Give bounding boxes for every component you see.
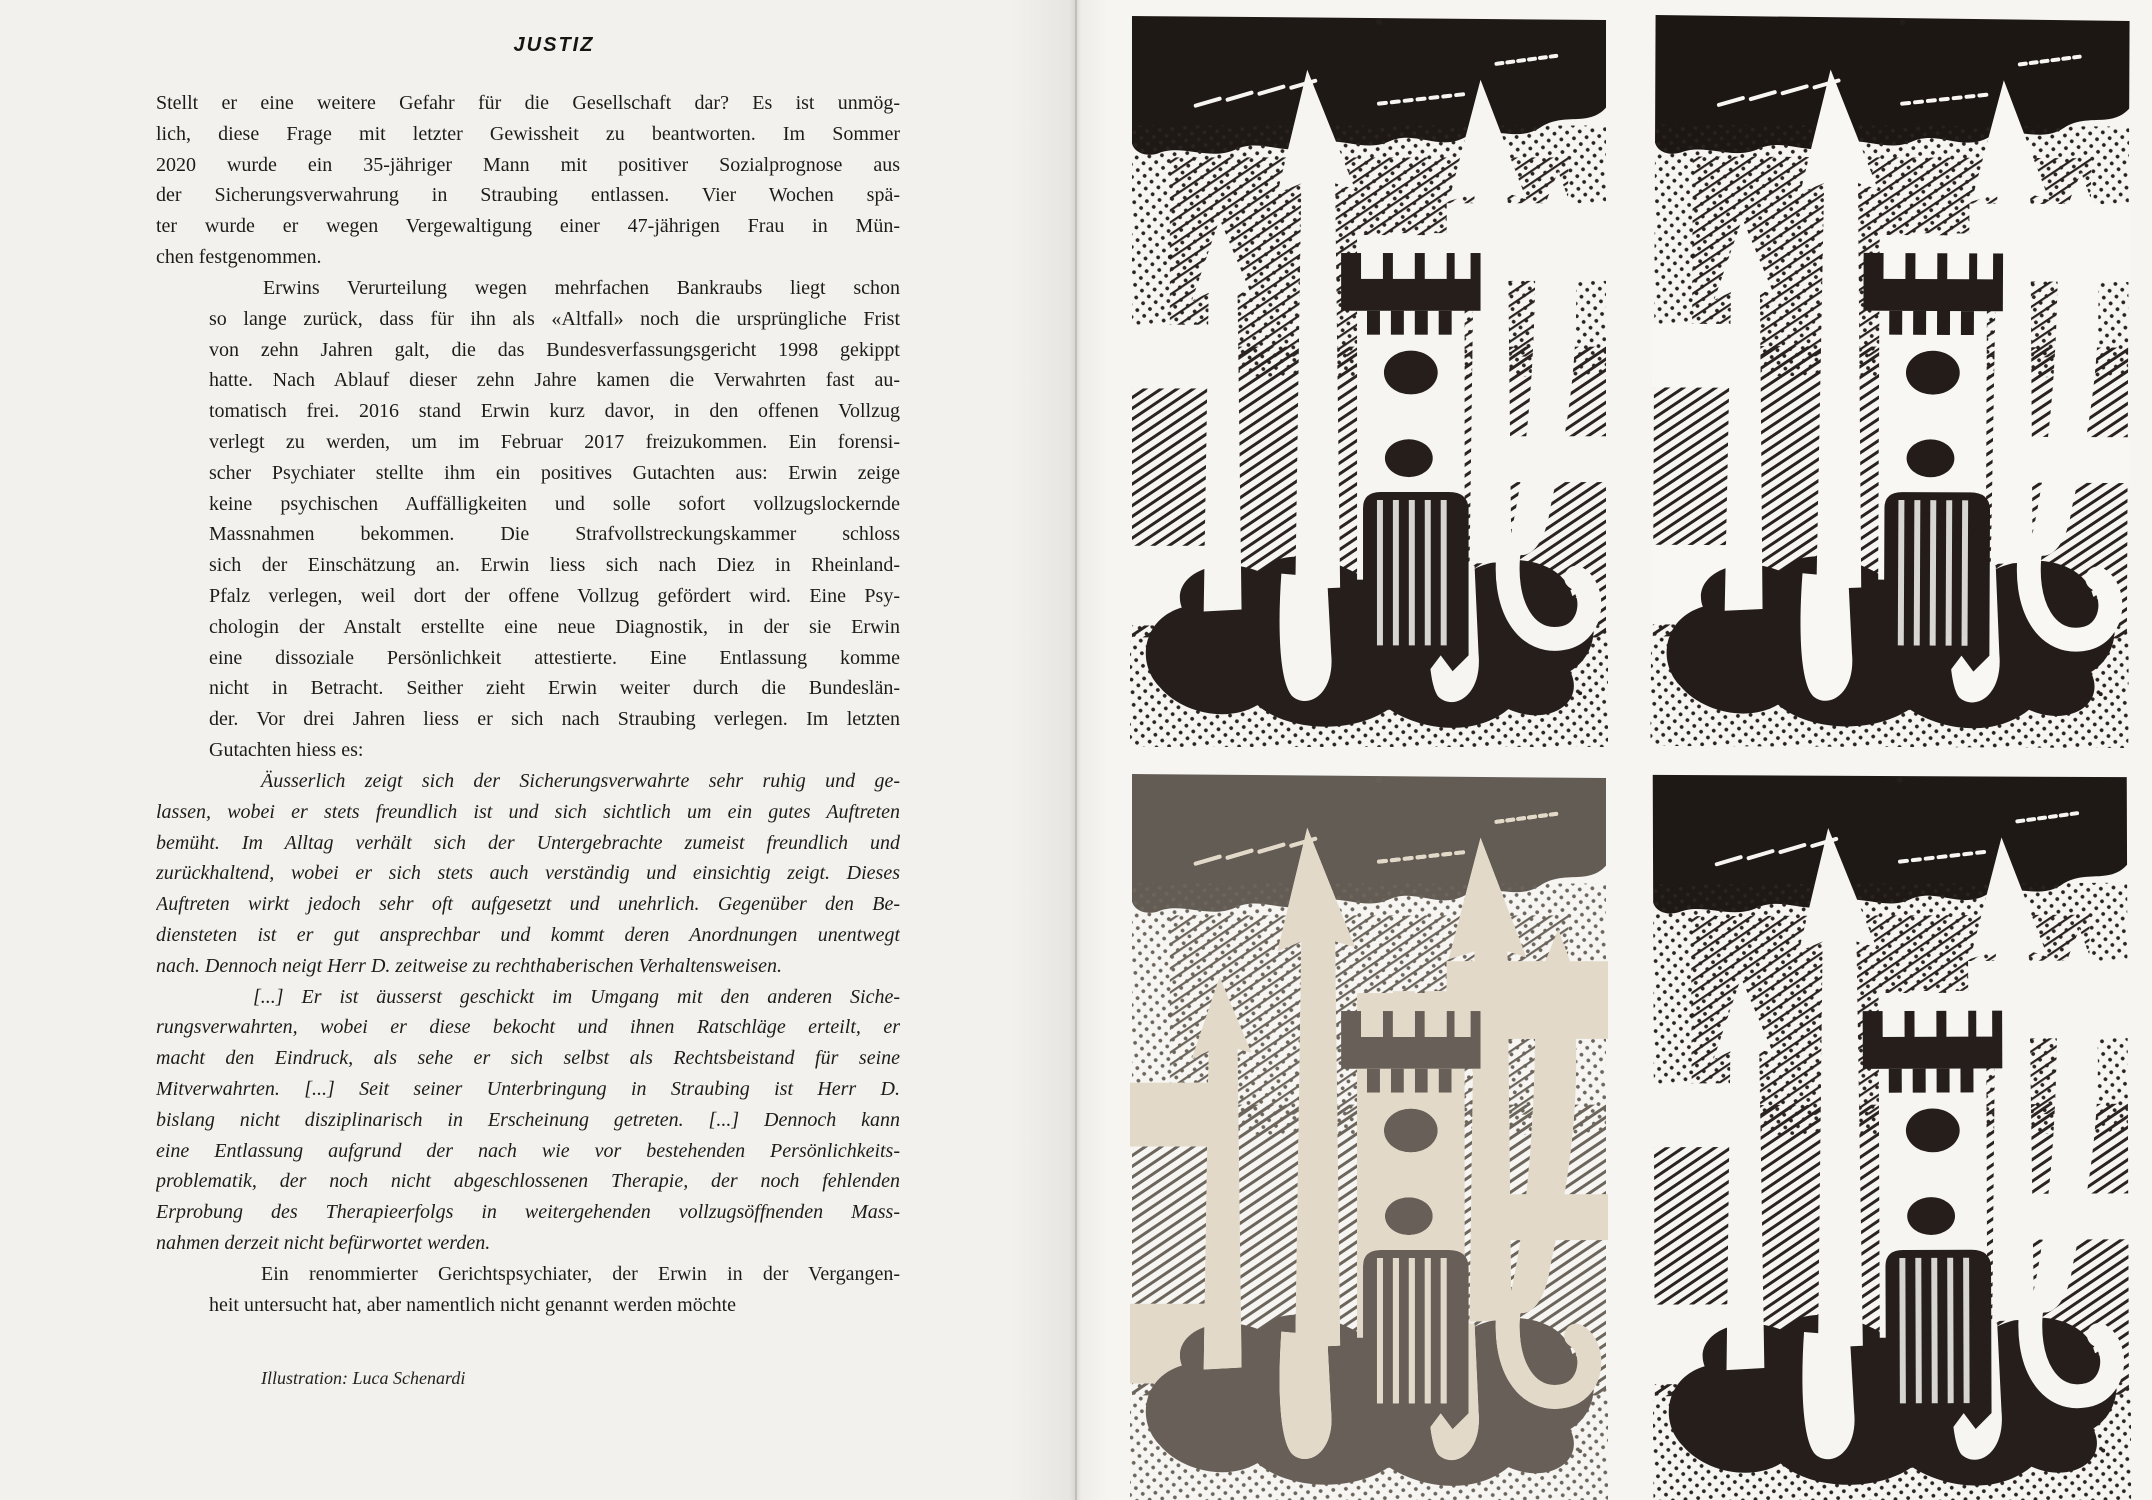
text-line: Massnahmen bekommen. Die Strafvollstreckungskammer schloss xyxy=(209,523,900,546)
page-right xyxy=(1076,0,2152,1500)
castle-print-top-right xyxy=(1650,7,2131,751)
text-line: eine dissoziale Persönlichkeit attestierte. Eine Entlassung komme xyxy=(209,646,900,669)
text-line: diensteten ist er gut ansprechbar und kommt deren Anordnungen unentwegt xyxy=(156,923,900,946)
text-line: nahmen derzeit nicht befürwortet werden. xyxy=(156,1232,491,1255)
text-line: rungsverwahrten, wobei er diese bekocht und ihnen Ratschläge erteilt, er xyxy=(156,1016,900,1039)
paragraph-2 xyxy=(156,273,900,766)
text-line: so lange zurück, dass für ihn als «Altfall» noch die ursprüngliche Frist xyxy=(209,307,900,330)
text-line: 2020 wurde ein 35-jähriger Mann mit positiver Sozialprognose aus xyxy=(156,153,900,176)
castle-print-top-left xyxy=(1130,8,1608,750)
text-line: Ein renommierter Gerichtspsychiater, der Erwin in der Vergangen- xyxy=(261,1262,900,1285)
text-line: Erwins Verurteilung wegen mehrfachen Bankraubs liegt schon xyxy=(263,276,900,299)
text-line: Pfalz verlegen, weil dort der offene Vollzug gefördert wird. Eine Psy- xyxy=(209,585,900,607)
text-line: hatte. Nach Ablauf dieser zehn Jahre kamen die Verwahrten fast au- xyxy=(209,369,900,392)
text-line: macht den Eindruck, als sehe er sich selbst als Rechtsbeistand für seine xyxy=(156,1047,900,1070)
text-line: lassen, wobei er stets freundlich ist und sich sichtlich um ein gutes Auftreten xyxy=(156,800,900,823)
page-gutter xyxy=(1075,0,1077,1500)
text-line: lich, diese Frage mit letzter Gewissheit zu beantworten. Im Sommer xyxy=(156,122,900,145)
castle-illustration xyxy=(1651,765,2132,1500)
text-line: [...] Er ist äusserst geschickt im Umgang mit den anderen Siche- xyxy=(253,985,900,1008)
castle-illustration xyxy=(1130,8,1608,750)
text-line: chologin der Anstalt erstellte eine neue Diagnostik, in der sie Erwin xyxy=(209,615,900,638)
text-line: nach. Dennoch neigt Herr D. zeitweise zu rechthaberischen Verhaltensweisen. xyxy=(156,954,782,977)
article-text-column xyxy=(156,88,900,1321)
text-line: tomatisch frei. 2016 stand Erwin kurz davor, in den offenen Vollzug xyxy=(209,400,900,423)
text-line: der Sicherungsverwahrung in Straubing entlassen. Vier Wochen spä- xyxy=(156,184,900,207)
text-line: der. Vor drei Jahren liess er sich nach Straubing verlegen. Im letzten xyxy=(209,708,900,731)
text-line: bemüht. Im Alltag verhält sich der Untergebrachte zumeist freundlich und xyxy=(156,831,900,854)
text-line: Mitverwahrten. [...] Seit seiner Unterbringung in Straubing ist Herr D. xyxy=(156,1078,900,1100)
section-kicker: JUSTIZ xyxy=(513,34,595,56)
text-line: Auftreten wirkt jedoch sehr oft aufgesetzt und unehrlich. Gegenüber den Be- xyxy=(156,893,900,916)
paragraph-1 xyxy=(156,88,900,273)
paragraph-3 xyxy=(156,1259,900,1321)
text-line: scher Psychiater stellte ihm ein positives Gutachten aus: Erwin zeige xyxy=(209,461,900,484)
text-line: Äusserlich zeigt sich der Sicherungsverwahrte sehr ruhig und ge- xyxy=(261,769,900,792)
castle-illustration xyxy=(1130,766,1608,1500)
text-line: Stellt er eine weitere Gefahr für die Gesellschaft dar? Es ist unmög- xyxy=(156,92,900,114)
text-line: Gutachten hiess es: xyxy=(209,739,364,762)
text-line: bislang nicht disziplinarisch in Erscheinung getreten. [...] Dennoch kann xyxy=(156,1108,900,1131)
text-line: eine Entlassung aufgrund der nach wie vor bestehenden Persönlichkeits- xyxy=(156,1139,900,1162)
expert-report-quote-2 xyxy=(156,982,900,1259)
text-line: sich der Einschätzung an. Erwin liess sich nach Diez in Rheinland- xyxy=(209,554,900,577)
text-line: von zehn Jahren galt, die das Bundesverfassungsgericht 1998 gekippt xyxy=(209,338,900,361)
text-line: heit untersucht hat, aber namentlich nicht genannt werden möchte xyxy=(209,1293,737,1316)
illustration-credit: Illustration: Luca Schenardi xyxy=(261,1368,466,1388)
text-line: Erprobung des Therapieerfolgs in weitergehenden vollzugsöffnenden Mass- xyxy=(156,1201,900,1224)
text-line: keine psychischen Auffälligkeiten und solle sofort vollzugslockernde xyxy=(209,492,900,515)
text-line: chen festgenommen. xyxy=(156,246,322,269)
text-line: ter wurde er wegen Vergewaltigung einer 47-jährigen Frau in Mün- xyxy=(156,215,900,238)
expert-report-quote-1 xyxy=(156,766,900,982)
text-line: zurückhaltend, wobei er sich stets auch verständig und einsichtig zeigt. Dieses xyxy=(156,862,900,885)
castle-print-bottom-left xyxy=(1130,766,1608,1500)
text-line: problematik, der noch nicht abgeschlossenen Therapie, der noch fehlenden xyxy=(156,1170,900,1193)
castle-illustration xyxy=(1650,7,2131,751)
text-line: verlegt zu werden, um im Februar 2017 freizukommen. Ein forensi- xyxy=(209,430,900,453)
castle-print-bottom-right xyxy=(1651,765,2132,1500)
text-line: nicht in Betracht. Seither zieht Erwin weiter durch die Bundeslän- xyxy=(209,677,900,700)
